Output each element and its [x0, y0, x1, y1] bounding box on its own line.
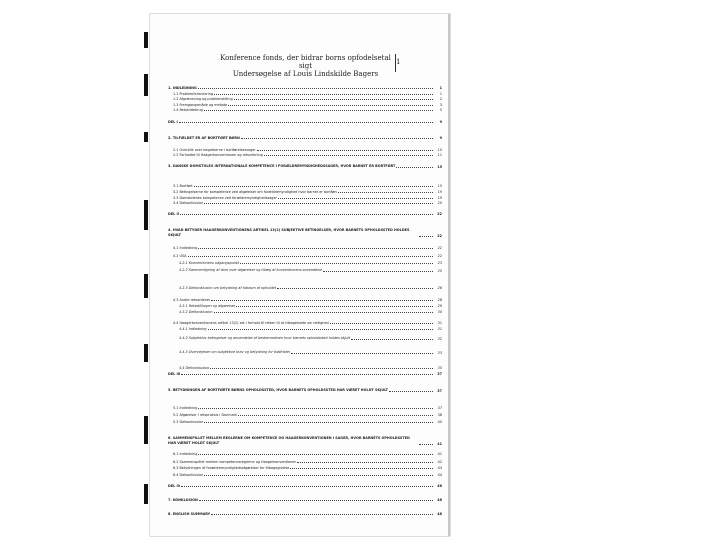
toc-entry: [168, 327, 442, 331]
toc-entry-label: DEL I: [168, 120, 178, 124]
leader-dots: [208, 328, 433, 330]
toc-entry: [168, 246, 442, 250]
toc-entry: [168, 148, 442, 152]
toc-entry-label: 1. INDLEDNING: [168, 86, 197, 90]
toc-entry-label: 6.4 Delkonklusion: [173, 473, 204, 477]
toc-entry-page: 2: [439, 97, 442, 101]
toc-entry-page: 5: [439, 108, 442, 112]
leader-dots: [238, 414, 433, 416]
toc-entry: [168, 420, 442, 424]
leader-dots: [199, 499, 433, 501]
scan-mark: [144, 74, 148, 96]
leader-dots: [297, 461, 433, 463]
leader-dots: [257, 149, 433, 151]
toc-entry: [168, 108, 442, 112]
scan-mark: [144, 200, 148, 230]
leader-dots: [228, 104, 433, 106]
toc-entry: [168, 304, 442, 308]
toc-entry-page: 30: [437, 310, 442, 314]
toc-entry-label: 2.1 Overblik over begreberne i bortførelsessager: [173, 148, 256, 152]
toc-entry-page: 15: [437, 165, 442, 169]
toc-entry-label: 4.2.3 Delkonklusion om betydning af tidsrum af opholdet: [179, 286, 277, 290]
leader-dots: [290, 467, 433, 469]
toc-entry-label: 4.4.3 Overvejelser om subjektive krav og betydning for tidsfrister: [179, 350, 291, 354]
leader-dots: [277, 287, 433, 289]
toc-entry-page: 31: [437, 327, 442, 331]
page-edge: [448, 14, 450, 536]
leader-dots: [396, 166, 433, 168]
leader-dots: [198, 247, 433, 249]
toc-entry: [168, 452, 442, 456]
toc-entry: [168, 484, 442, 488]
leader-dots: [198, 87, 433, 89]
toc-entry-page: 1: [439, 86, 442, 90]
leader-dots: [330, 322, 433, 324]
toc-entry-page: 25: [437, 269, 442, 273]
leader-dots: [419, 443, 433, 445]
toc-entry: [168, 372, 442, 376]
toc-entry-label: 6. SAMMENSPILLET MELLEM REGLERNE OM KOMPETENCE OG HAAGERKONVENTIONEN I SAGER, HVOR BARNETS OPHOLDSSTED HAR VÆRET HOLDT SKJULT: [168, 436, 410, 445]
toc-entry-label: 2. TILFÆLDET ER AF BORTFØRT BØRN: [168, 136, 240, 140]
toc-entry-page: 3: [439, 103, 442, 107]
toc-entry-page: 23: [437, 261, 442, 265]
toc-entry-label: 4.1 Indledning: [173, 246, 198, 250]
toc-entry-label: 3.1 Bortført: [173, 184, 193, 188]
toc-entry: [168, 196, 442, 200]
leader-dots: [214, 311, 433, 313]
leader-dots: [323, 270, 433, 272]
title-line-1: Konference fonds, der bidrar borns opfodelsetal sigt: [220, 54, 391, 70]
leader-dots: [211, 513, 433, 515]
toc-entry-page: 31: [437, 321, 442, 325]
toc-entry: [168, 350, 442, 355]
leader-dots: [211, 299, 433, 301]
toc-entry-page: 22: [437, 254, 442, 258]
leader-dots: [278, 197, 433, 199]
leader-dots: [240, 262, 433, 264]
toc-entry-page: 41: [437, 442, 442, 446]
leader-dots: [198, 407, 433, 409]
toc-entry: [168, 268, 442, 273]
toc-entry: [168, 120, 442, 124]
leader-dots: [204, 202, 433, 204]
leader-dots: [179, 121, 433, 123]
toc-entry-label: 4.3.2 Delkonklusion: [179, 310, 213, 314]
toc-entry-page: 19: [437, 196, 442, 200]
toc-entry-page: 1: [439, 92, 442, 96]
toc-entry-page: 10: [437, 148, 442, 152]
toc-entry-label: DEL II: [168, 212, 179, 216]
toc-entry-label: 1.1 Problemformulering: [173, 92, 214, 96]
toc-entry: [168, 153, 442, 157]
toc-entry-label: 4.4.2 Subjektive betingelser og anvendelse af bestemmelsen hvor barnets opholdssted holdes skjult: [179, 336, 350, 340]
toc-entry-label: 4.4.1 Indledning: [179, 327, 207, 331]
toc-entry: [168, 413, 442, 417]
toc-entry-page: 20: [437, 201, 442, 205]
toc-entry-label: 5. BETYDNINGEN AF BORTFØRTE BØRNS OPHOLDSSTED, HVOR BARNETS OPHOLDSSTED HAR VÆRET HOLDT SKJULT: [168, 388, 388, 392]
toc-entry-page: 9: [439, 136, 442, 140]
toc-entry: [168, 436, 442, 446]
toc-entry-label: 4.3 Andre retsordener: [173, 298, 211, 302]
leader-dots: [181, 373, 433, 375]
toc-entry: [168, 136, 442, 140]
toc-entry: [168, 336, 442, 341]
leader-dots: [351, 338, 433, 340]
leader-dots: [204, 474, 433, 476]
toc-entry: [168, 286, 442, 290]
scan-mark: [144, 416, 148, 444]
toc-entry: [168, 460, 442, 464]
toc-entry-label: 3.4 Delkonklusion: [173, 201, 204, 205]
title-line-2: Undersøgelse af Louis Lindskilde Bagers: [232, 70, 379, 78]
toc-entry-label: 6.3 Betydningen af forældremyndighedsafgørelser for tilbagegivelse: [173, 466, 290, 470]
toc-entry: [168, 164, 442, 169]
leader-dots: [181, 485, 433, 487]
toc-entry: [168, 103, 442, 107]
toc-entry: [168, 261, 442, 265]
toc-entry-page: 15: [437, 184, 442, 188]
scan-mark: [144, 32, 148, 48]
toc-entry: [168, 466, 442, 470]
toc-entry-label: 6.1 Indledning: [173, 452, 198, 456]
scan-mark: [144, 484, 148, 504]
toc-entry-label: 3. DANSKE DOMSTOLES INTERNATIONALE KOMPETENCE I FORÆLDREMYNDIGHEDSSAGER, HVOR BARNET ER BORTFØRT: [168, 164, 396, 168]
scan-mark: [144, 132, 148, 142]
toc-entry-page: 40: [437, 420, 442, 424]
toc-entry-label: 8. ENGLISH SUMMARY: [168, 512, 211, 516]
leader-dots: [236, 305, 433, 307]
toc-entry-label: 4.2.1 Konventionens udgangspunkt: [179, 261, 240, 265]
leader-dots: [188, 255, 434, 257]
toc-entry-page: 41: [437, 452, 442, 456]
toc-entry-label: 4.2.2 Sammenligning af dom over afgørelser og tillæg af konventionens anvendelse: [179, 268, 323, 272]
toc-entry: [168, 190, 442, 194]
toc-entry: [168, 512, 442, 516]
toc-entry-label: 4.5 Delkonklusion: [179, 366, 210, 370]
toc-entry: [168, 212, 442, 216]
toc-entry-page: 22: [437, 212, 442, 216]
toc-entry-page: 44: [437, 473, 442, 477]
toc-entry: [168, 473, 442, 477]
toc-entry-page: 32: [437, 337, 442, 341]
toc-entry-page: 19: [437, 190, 442, 194]
toc-entry-label: 6.2 Sammenspillet mellem kompetencereglerne og Haagerkonventionen: [173, 460, 297, 464]
leader-dots: [338, 191, 433, 193]
toc-entry-page: 28: [437, 298, 442, 302]
toc-entry: [168, 92, 442, 96]
toc-entry: [168, 97, 442, 101]
toc-entry-label: 3.3 Domstolenes kompetence ved forældremyndighedssager: [173, 196, 277, 200]
page-number: 1: [396, 58, 401, 66]
toc-entry: [168, 298, 442, 302]
leader-dots: [210, 367, 433, 369]
toc-entry-label: 2.2 Forholdet til Haagerkonventionen og retsvirkning: [173, 153, 263, 157]
scan-left-border: [144, 14, 149, 534]
toc-entry-label: 4.4 Haagerkonventionens artikel 13(2) set i forhold til retten til at tilbagekalde sin rettighed: [173, 321, 329, 325]
leader-dots: [194, 185, 433, 187]
toc-entry-label: 1.4 Retskildebrug: [173, 108, 203, 112]
leader-dots: [204, 109, 433, 111]
toc-entry: [168, 254, 442, 258]
leader-dots: [291, 352, 433, 354]
toc-entry: [168, 201, 442, 205]
toc-entry-label: 1.2 Afgrænsning og problemstilling: [173, 97, 233, 101]
toc-entry: [168, 228, 442, 238]
toc-entry-page: 37: [437, 389, 442, 393]
toc-entry-label: DEL III: [168, 372, 181, 376]
toc-entry-page: 43: [437, 466, 442, 470]
toc-entry-page: 46: [437, 484, 442, 488]
toc-entry-page: 9: [439, 120, 442, 124]
toc-entry-page: 46: [437, 498, 442, 502]
toc-entry: [168, 406, 442, 410]
toc-entry: [168, 184, 442, 188]
scan-mark: [144, 344, 148, 362]
leader-dots: [264, 154, 433, 156]
document-title: [218, 54, 393, 78]
toc-entry: [168, 321, 442, 325]
toc-entry-page: 42: [437, 460, 442, 464]
toc-entry: [168, 388, 442, 393]
toc-entry-page: 48: [437, 512, 442, 516]
toc-entry-label: 4.3.1 Retsstillingen og afgørelser: [179, 304, 236, 308]
leader-dots: [198, 453, 433, 455]
toc-entry-page: 11: [437, 153, 442, 157]
toc-entry-label: 4.2 USA: [173, 254, 187, 258]
toc-entry: [168, 498, 442, 502]
toc-entry-label: 7. KONKLUSION: [168, 498, 198, 502]
leader-dots: [180, 213, 433, 215]
toc-entry-label: 3.2 Betingelserne for kompetence ved afgørelser om forældremyndighed hvor barnet er bortført: [173, 190, 337, 194]
toc-entry-page: 37: [437, 406, 442, 410]
leader-dots: [214, 93, 433, 95]
leader-dots: [419, 235, 433, 237]
toc-entry-page: 26: [437, 286, 442, 290]
leader-dots: [389, 390, 433, 392]
toc-entry-page: 37: [437, 372, 442, 376]
toc-entry: [168, 310, 442, 314]
toc-entry-page: 35: [437, 366, 442, 370]
toc-entry-page: 22: [437, 234, 442, 238]
leader-dots: [241, 137, 433, 139]
toc-entry-label: 4. HVAD BETYDER HAAGERKONVENTIONENS ARTIKEL 13(2) SUBJEKTIVE BETINGELSER, HVOR BARNETS OPHOLDSSTED HOLDES SKJULT: [168, 228, 410, 237]
toc-entry-page: 22: [437, 246, 442, 250]
leader-dots: [234, 98, 433, 100]
toc-entry-label: 5.1 Indledning: [173, 406, 198, 410]
toc-entry-label: 5.3 Delkonklusion: [173, 420, 204, 424]
toc-entry-page: 33: [437, 351, 442, 355]
toc-entry: [168, 86, 442, 90]
toc-entry-page: 29: [437, 304, 442, 308]
toc-entry-label: 1.3 Fremgangsmåde og metode: [173, 103, 228, 107]
toc-entry: [168, 366, 442, 370]
toc-entry-label: 5.2 Afgørelser i retspraksis i Danmark: [173, 413, 238, 417]
leader-dots: [204, 421, 433, 423]
scan-mark: [144, 274, 148, 298]
toc-entry-page: 38: [437, 413, 442, 417]
toc-entry-label: DEL IV: [168, 484, 181, 488]
